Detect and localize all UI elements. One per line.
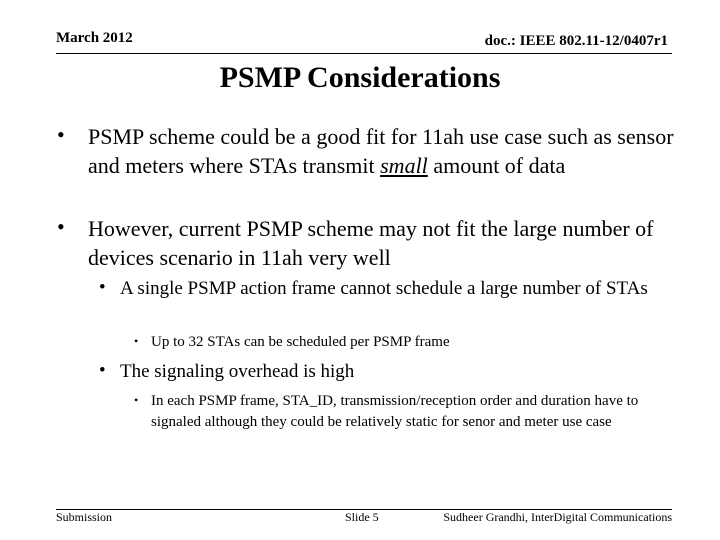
bullet-2-2: The signaling overhead is high [120,361,355,382]
header-divider [56,53,672,54]
bullet-dot-icon: • [99,360,106,381]
footer-submission: Submission [56,510,113,524]
bullet-2: However, current PSMP scheme may not fit the large number of devices scenario in 11ah very well [88,216,654,270]
header-doc-id: doc.: IEEE 802.11-12/0407r1 [484,33,668,49]
bullet-dot-icon: • [134,393,139,407]
bullet-2-1-1: Up to 32 STAs can be scheduled per PSMP frame [151,334,450,350]
bullet-2-2-1: In each PSMP frame, STA_ID, transmission/reception order and duration have to signaled although they could be relatively static for senor and meter use case [151,393,639,430]
bullet-dot-icon: • [57,122,65,147]
bullet-1-emphasis: small [380,153,428,178]
bullet-2-1: A single PSMP action frame cannot schedule a large number of STAs [120,278,648,299]
bullet-dot-icon: • [99,277,106,298]
slide-title: PSMP Considerations [219,61,501,94]
bullet-dot-icon: • [134,334,139,348]
footer-author: Sudheer Grandhi, InterDigital Communications [443,510,672,524]
bullet-1-text-a: PSMP scheme could be a good fit for 11ah use case such as sensor and meters where STAs transmit [88,124,674,178]
bullet-1 [88,122,688,180]
bullet-dot-icon: • [57,214,65,239]
footer-slide-number: Slide 5 [345,510,379,524]
header-date: March 2012 [56,30,133,46]
bullet-1-text-b: amount of data [427,153,566,178]
